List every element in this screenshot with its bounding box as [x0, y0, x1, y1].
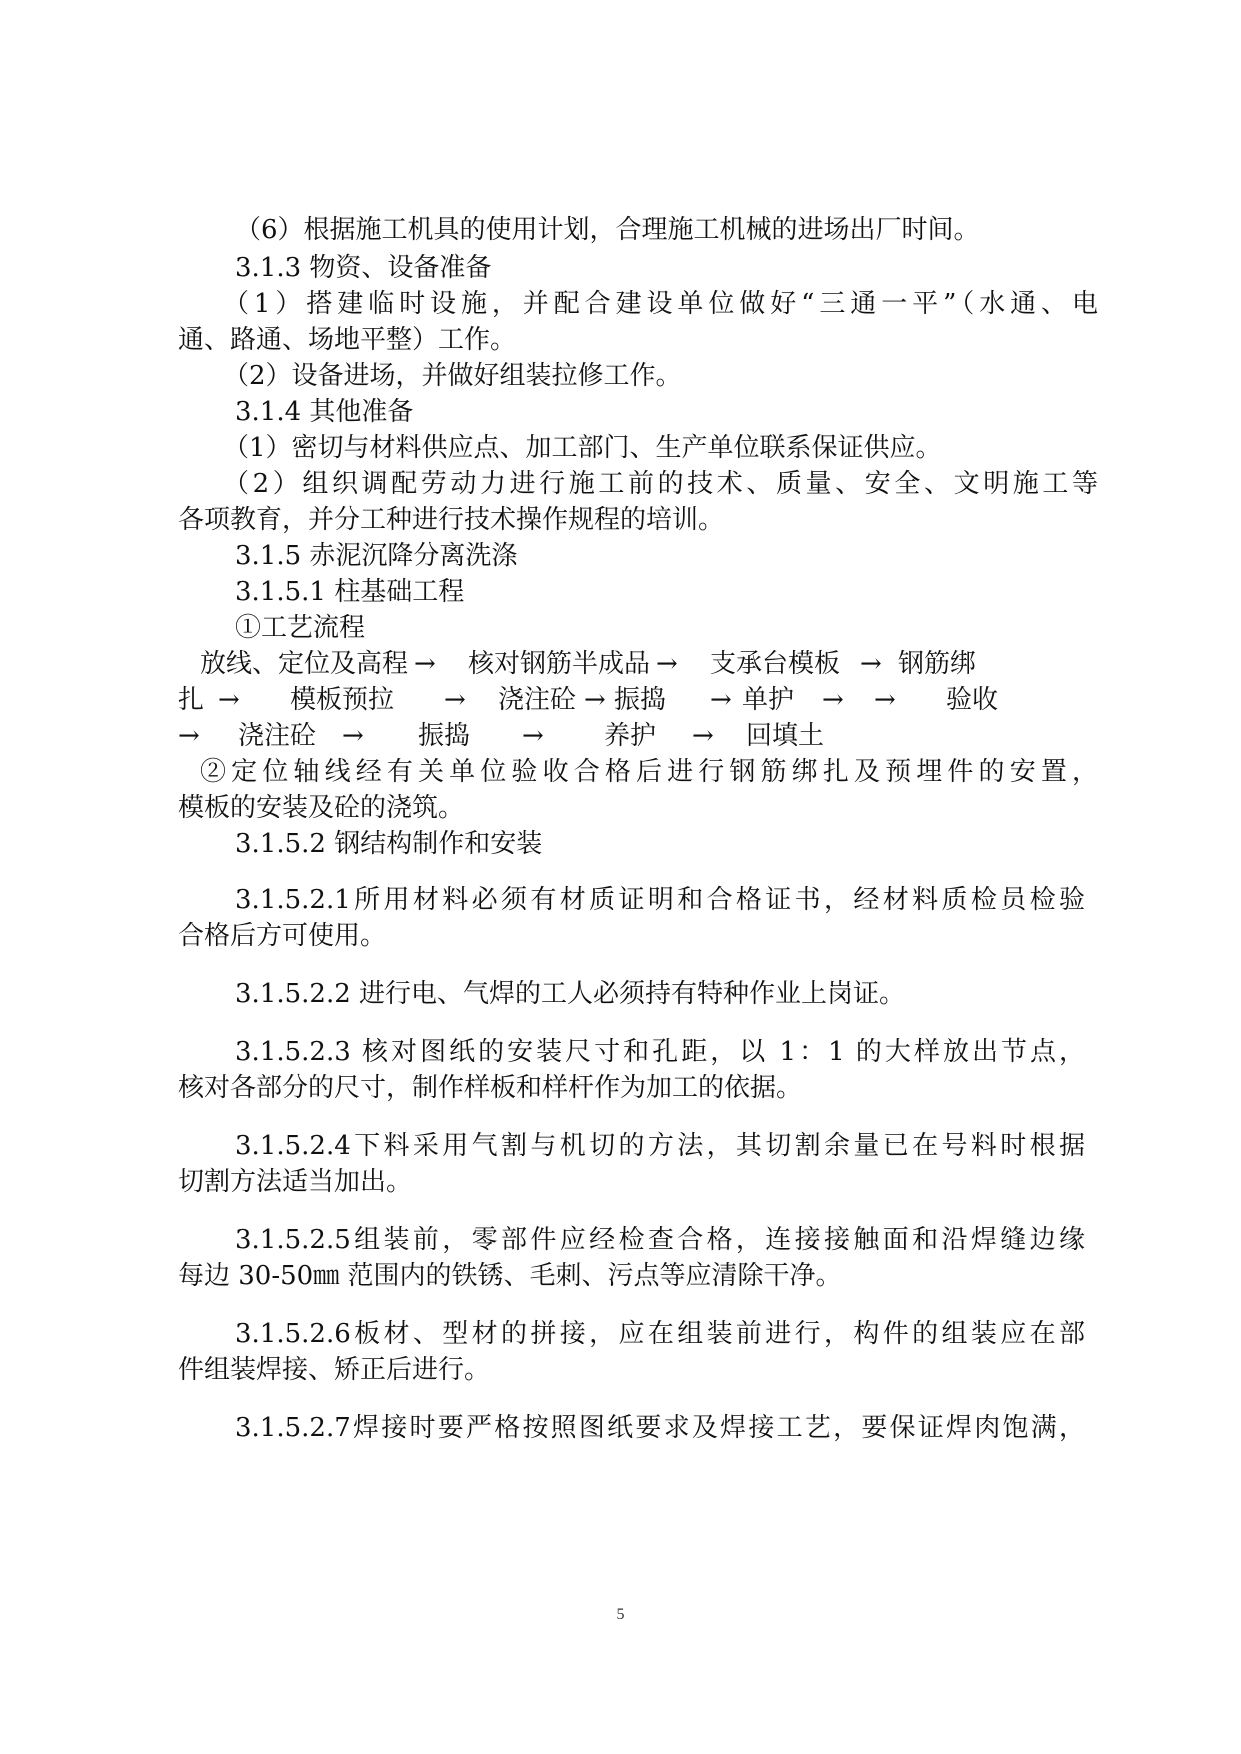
flow-step: 核对钢筋半成品	[468, 649, 651, 679]
paragraph-line: 件组装焊接、矫正后进行。	[178, 1355, 491, 1385]
flow-step: 振捣	[418, 721, 471, 751]
paragraph-line: 通、路通、场地平整）工作。	[178, 325, 517, 355]
section-heading: 3.1.5.1 柱基础工程	[235, 577, 465, 607]
flow-step: 浇注砼	[238, 721, 317, 751]
paragraph-line: （1）搭建临时设施，并配合建设单位做好“三通一平”（水通、电	[223, 289, 1098, 319]
flow-step: 单护	[742, 685, 795, 715]
flow-step: 验收	[946, 685, 999, 715]
paragraph-line: 各项教育，并分工种进行技术操作规程的培训。	[178, 505, 725, 535]
flow-arrow: →	[584, 685, 606, 715]
paragraph-line: 核对各部分的尺寸，制作样板和样杆作为加工的依据。	[178, 1073, 803, 1103]
flow-arrow: →	[692, 721, 714, 751]
flow-step: 浇注砼	[498, 685, 577, 715]
flow-arrow: →	[218, 685, 240, 715]
paragraph-line: ①工艺流程	[235, 613, 366, 643]
paragraph-line: （2）组织调配劳动力进行施工前的技术、质量、安全、文明施工等	[223, 469, 1098, 499]
paragraph-line: ②定位轴线经有关单位验收合格后进行钢筋绑扎及预埋件的安置，	[200, 757, 1098, 787]
process-flow-row	[178, 646, 1098, 682]
flow-step: 振捣	[614, 685, 667, 715]
paragraph-line: 每边 30-50㎜ 范围内的铁锈、毛刺、污点等应清除干净。	[178, 1261, 842, 1291]
flow-arrow: →	[710, 685, 732, 715]
process-flow-row	[178, 718, 1098, 754]
paragraph-line: 3.1.5.2.3 核对图纸的安装尺寸和孔距，以 1：1 的大样放出节点，	[235, 1037, 1085, 1067]
paragraph-line: 3.1.5.2.4下料采用气割与机切的方法，其切割余量已在号料时根据	[235, 1131, 1085, 1161]
flow-arrow: →	[860, 649, 882, 679]
process-flow-row	[178, 682, 1098, 718]
flow-arrow: →	[874, 685, 896, 715]
paragraph-line: 3.1.5.2.5组装前，零部件应经检查合格，连接接触面和沿焊缝边缘	[235, 1225, 1085, 1255]
paragraph-line: （6）根据施工机具的使用计划，合理施工机械的进场出厂时间。	[235, 215, 980, 245]
paragraph-line: 切割方法适当加出。	[178, 1167, 413, 1197]
flow-arrow: →	[522, 721, 544, 751]
paragraph-line: （1）密切与材料供应点、加工部门、生产单位联系保证供应。	[223, 433, 942, 463]
page-number: 5	[616, 1606, 625, 1623]
section-heading: 3.1.5 赤泥沉降分离洗涤	[235, 541, 518, 571]
section-heading: 3.1.3 物资、设备准备	[235, 253, 492, 283]
flow-step: 钢筋绑	[898, 649, 977, 679]
flow-arrow: →	[656, 649, 678, 679]
flow-step: 模板预拉	[290, 685, 395, 715]
flow-step: 扎	[178, 685, 205, 715]
section-heading: 3.1.4 其他准备	[235, 397, 414, 427]
flow-arrow: →	[342, 721, 364, 751]
paragraph-line: 3.1.5.2.6板材、型材的拼接，应在组装前进行，构件的组装应在部	[235, 1319, 1085, 1349]
paragraph-line: 合格后方可使用。	[178, 921, 387, 951]
flow-arrow: →	[178, 721, 200, 751]
paragraph-line: 3.1.5.2.2 进行电、气焊的工人必须持有特种作业上岗证。	[235, 979, 906, 1009]
flow-arrow: →	[414, 649, 436, 679]
flow-arrow: →	[822, 685, 844, 715]
section-heading: 3.1.5.2 钢结构制作和安装	[235, 829, 543, 859]
paragraph-line: 3.1.5.2.7焊接时要严格按照图纸要求及焊接工艺，要保证焊肉饱满，	[235, 1413, 1085, 1443]
paragraph-line: 模板的安装及砼的浇筑。	[178, 793, 465, 823]
flow-step: 支承台模板	[710, 649, 841, 679]
flow-step: 回填土	[746, 721, 825, 751]
paragraph-line: 3.1.5.2.1所用材料必须有材质证明和合格证书，经材料质检员检验	[235, 885, 1085, 915]
flow-step: 放线、定位及高程	[200, 649, 409, 679]
flow-step: 养护	[604, 721, 657, 751]
paragraph-line: （2）设备进场，并做好组装拉修工作。	[223, 361, 682, 391]
flow-arrow: →	[444, 685, 466, 715]
